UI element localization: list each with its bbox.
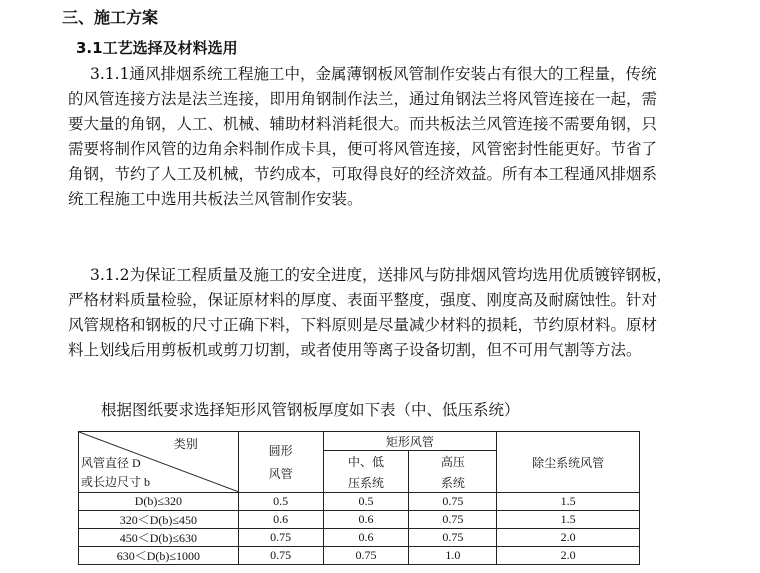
- header-round-line1: 圆形: [268, 444, 293, 458]
- header-category: 类别: [173, 437, 198, 451]
- cell-round: 0.75: [238, 547, 323, 565]
- table-row: [79, 529, 640, 547]
- header-dust-duct: 除尘系统风管: [497, 432, 640, 493]
- cell-mid: 0.75: [323, 547, 409, 565]
- section-title: 三、施工方案: [62, 8, 159, 27]
- row-label: 320＜D(b)≤450: [79, 511, 239, 529]
- paragraph-line: 要大量的角钢，人工、机械、辅助材料消耗很大。而共板法兰风管连接不需要角钢，只: [68, 115, 658, 133]
- header-round-line2: 风管: [268, 467, 293, 481]
- header-long-side: 或长边尺寸 b: [81, 475, 151, 489]
- paragraph-line: 严格材料质量检验，保证原材料的厚度、表面平整度，强度、刚度高及耐腐蚀性。针对: [68, 291, 658, 309]
- cell-dust: 1.5: [497, 511, 640, 529]
- header-mid-line2: 压系统: [347, 475, 384, 490]
- cell-round: 0.6: [238, 511, 323, 529]
- cell-high: 0.75: [409, 511, 497, 529]
- header-high-line1: 高压: [440, 454, 465, 469]
- cell-round: 0.5: [238, 493, 323, 511]
- cell-high: 0.75: [409, 493, 497, 511]
- paragraph-line: 3.1.1通风排烟系统工程施工中，金属薄钢板风管制作安装占有很大的工程量，传统: [90, 65, 657, 83]
- cell-high: 1.0: [409, 547, 497, 565]
- row-label: 630＜D(b)≤1000: [79, 547, 239, 565]
- header-round-duct: [238, 432, 323, 493]
- paragraph-3-1-2: [68, 263, 698, 363]
- header-high-pressure: [409, 451, 497, 493]
- header-mid-line1: 中、低: [347, 454, 384, 469]
- header-diameter: 风管直径 D: [81, 456, 141, 470]
- paragraph-line: 风管规格和钢板的尺寸正确下料，下料原则是尽量减少材料的损耗，节约原材料。原材: [68, 316, 658, 334]
- paragraph-line: 统工程施工中选用共板法兰风管制作安装。: [68, 190, 363, 208]
- table-row: [79, 511, 640, 529]
- paragraph-line: 角钢，节约了人工及机械，节约成本，可取得良好的经济效益。所有本工程通风排烟系: [68, 165, 658, 183]
- cell-high: 0.75: [409, 529, 497, 547]
- table-header-row: [79, 432, 640, 451]
- row-label: D(b)≤320: [79, 493, 239, 511]
- cell-dust: 2.0: [497, 547, 640, 565]
- header-mid-low-pressure: [323, 451, 409, 493]
- steel-thickness-table: [78, 431, 640, 565]
- cell-mid: 0.6: [323, 529, 409, 547]
- table-row: [79, 547, 640, 565]
- header-high-line2: 系统: [440, 475, 465, 490]
- cell-dust: 1.5: [497, 493, 640, 511]
- paragraph-line: 3.1.2为保证工程质量及施工的安全进度，送排风与防排烟风管均选用优质镀锌钢板，: [90, 266, 672, 284]
- row-label: 450＜D(b)≤630: [79, 529, 239, 547]
- paragraph-line: 需要将制作风管的边角余料制作成卡具，便可将风管连接，风管密封性能更好。节省了: [68, 140, 658, 158]
- paragraph-3-1-1: [68, 62, 698, 212]
- header-rect-duct: 矩形风管: [323, 432, 497, 451]
- diagonal-header-cell: [79, 432, 239, 493]
- table-row: [79, 493, 640, 511]
- cell-mid: 0.5: [323, 493, 409, 511]
- table-caption: 根据图纸要求选择矩形风管钢板厚度如下表（中、低压系统）: [101, 401, 520, 419]
- cell-round: 0.75: [238, 529, 323, 547]
- subsection-title: 3.1工艺选择及材料选用: [76, 39, 238, 57]
- cell-dust: 2.0: [497, 529, 640, 547]
- paragraph-line: 料上划线后用剪板机或剪刀切割，或者使用等离子设备切割，但不可用气割等方法。: [68, 341, 642, 359]
- paragraph-line: 的风管连接方法是法兰连接，即用角钢制作法兰，通过角钢法兰将风管连接在一起，需: [68, 90, 658, 108]
- cell-mid: 0.6: [323, 511, 409, 529]
